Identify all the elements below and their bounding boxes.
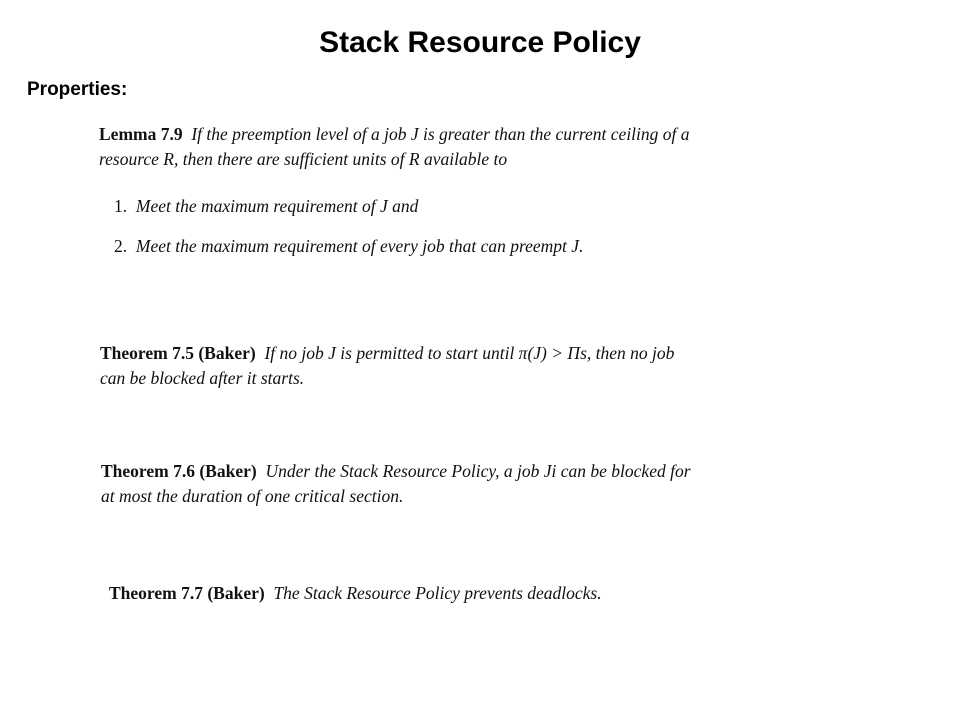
theorem-heading: Theorem 7.5 (Baker) bbox=[100, 343, 256, 363]
theorem-text-line-1: The Stack Resource Policy prevents deadlocks. bbox=[273, 583, 602, 603]
lemma-line-1 bbox=[99, 122, 819, 147]
lemma-text-line-1: If the preemption level of a job J is greater than the current ceiling of a bbox=[191, 124, 690, 144]
theorem-text-line-2: at most the duration of one critical section. bbox=[101, 486, 404, 506]
list-item-text: Meet the maximum requirement of every job that can preempt J. bbox=[135, 236, 584, 256]
theorem-line-1 bbox=[100, 341, 820, 366]
theorem-7-7 bbox=[109, 581, 829, 606]
theorem-text-line-1: If no job J is permitted to start until π(J) > Πs, then no job bbox=[264, 343, 675, 363]
theorem-heading: Theorem 7.6 (Baker) bbox=[101, 461, 257, 481]
theorem-7-6 bbox=[101, 459, 821, 509]
lemma-7-9 bbox=[99, 122, 819, 172]
theorem-text-line-1: Under the Stack Resource Policy, a job Ji can be blocked for bbox=[265, 461, 691, 481]
theorem-text-line-2: can be blocked after it starts. bbox=[100, 368, 305, 388]
list-item-number: 1. bbox=[114, 196, 128, 216]
list-item-number: 2. bbox=[114, 236, 128, 256]
theorem-7-5 bbox=[100, 341, 820, 391]
theorem-heading: Theorem 7.7 (Baker) bbox=[109, 583, 265, 603]
theorem-line-1 bbox=[109, 581, 829, 606]
slide-title: Stack Resource Policy bbox=[319, 26, 641, 59]
lemma-text-line-2: resource R, then there are sufficient units of R available to bbox=[99, 149, 508, 169]
section-label: Properties: bbox=[27, 79, 128, 100]
lemma-list-item-2 bbox=[114, 236, 583, 257]
lemma-heading: Lemma 7.9 bbox=[99, 124, 183, 144]
lemma-list-item-1 bbox=[114, 196, 418, 217]
theorem-line-1 bbox=[101, 459, 821, 484]
list-item-text: Meet the maximum requirement of J and bbox=[135, 196, 419, 216]
